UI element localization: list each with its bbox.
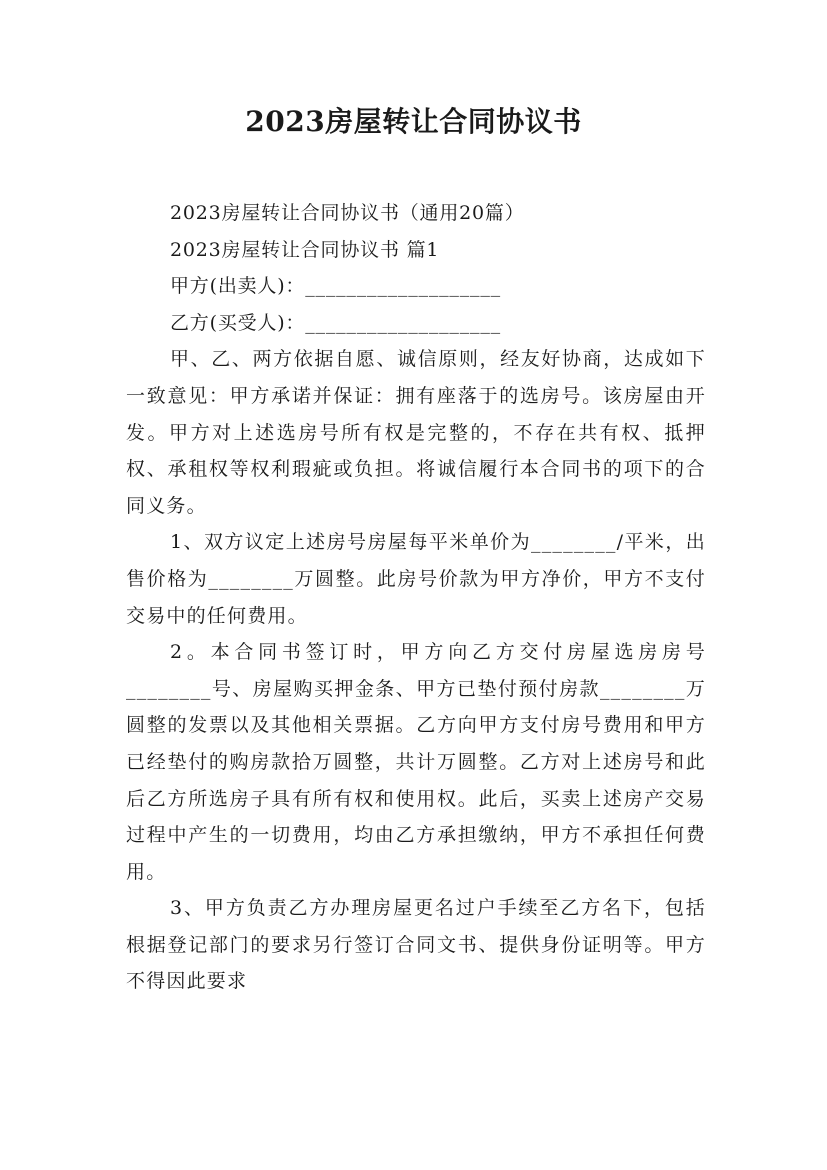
document-title: 2023房屋转让合同协议书 — [245, 105, 582, 138]
party-a-line: 甲方(出卖人)：___________________ — [170, 275, 501, 298]
paragraph-intro: 甲、乙、两方依据自愿、诚信原则，经友好协商，达成如下一致意见：甲方承诺并保证：拥有座落于的选房号。该房屋由开发。甲方对上述选房号所有权是完整的，不存在共有权、抵押权、承租权等权利瑕疵或负担。将诚信履行本合同书的项下的合同义务。 — [126, 348, 706, 517]
document-subtitle: 2023房屋转让合同协议书（通用20篇） — [170, 202, 525, 224]
party-b-line: 乙方(买受人)：___________________ — [170, 311, 501, 334]
paragraph-clause-1: 1、双方议定上述房号房屋每平米单价为________/平米，出售价格为________万圆整。此房号价款为甲方净价，甲方不支付交易中的任何费用。 — [126, 531, 706, 627]
article-heading: 2023房屋转让合同协议书 篇1 — [170, 238, 440, 261]
paragraph-clause-2: 2。本合同书签订时，甲方向乙方交付房屋选房房号________号、房屋购买押金条、甲方已垫付预付房款________万圆整的发票以及其他相关票据。乙方向甲方支付房号费用和甲方已经垫付的购房款拾万圆整，共计万圆整。乙方对上述房号和此后乙方所选房子具有所有权和使用权。此后，买卖上述房产交易过程中产生的一切费用，均由乙方承担缴纳，甲方不承担任何费用。 — [126, 641, 706, 883]
document-body — [126, 195, 706, 1000]
paragraph-clause-3: 3、甲方负责乙方办理房屋更名过户手续至乙方名下，包括根据登记部门的要求另行签订合同文书、提供身份证明等。甲方不得因此要求 — [126, 897, 706, 993]
